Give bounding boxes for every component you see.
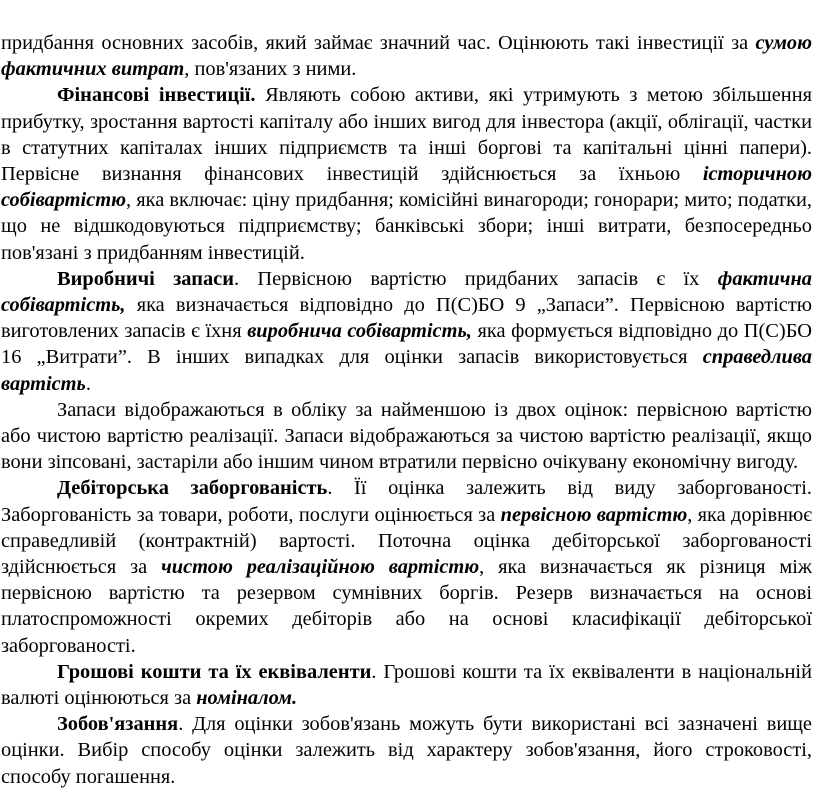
paragraph-continuation	[1, 30, 812, 82]
text-run: . Для оцінки зобов'язань можуть бути використані всі зазначені вище оцінки. Вибір способу оцінки залежить від характеру зобов'язання, його строковості, способу погашення.	[1, 713, 812, 788]
emphasis-actual-cost: фактична собівартість,	[1, 267, 812, 317]
text-run: .	[85, 372, 91, 395]
text-run: Запаси відображаються в обліку за найменшою із двох оцінок: первісною вартістю або чистою вартістю реалізації. Запаси відображаються за чистою вартістю реалізації, якщо вони зіпсовані, застаріли або іншим чином втратили первісно очікувану економічну вигоду.	[1, 398, 812, 474]
emphasis-actual-costs: сумою фактичних витрат	[1, 32, 812, 81]
text-run: яка формується відповідно до П(С)БО 16 „Витрати”. В інших випадках для оцінки запасів використовується	[1, 320, 812, 369]
emphasis-initial-cost: первісною вартістю	[500, 503, 688, 526]
text-run: Являють собою активи, які утримують з метою збільшення прибутку, зростання вартості капіталу або інших вигод для інвестора (акції, облігації, частки в статутних капіталах інших підприємств та інші боргові та капітальні цінні папери). Первісне визнання фінансових інвестицій здійснюється за їхньою	[1, 84, 812, 186]
term-receivables: Дебіторська заборгованість	[57, 477, 328, 500]
paragraph-inventory-valuation	[1, 397, 812, 476]
text-run: яка визначається відповідно до П(С)БО 9 „Запаси”. Первісною вартістю виготовлених запасів є їхня	[1, 294, 812, 343]
paragraph-receivables	[1, 475, 812, 658]
term-inventories: Виробничі запаси	[57, 267, 234, 290]
term-financial-investments: Фінансові інвестиції.	[57, 84, 256, 107]
text-run: придбання основних засобів, який займає значний час. Оцінюють такі інвестиції за	[1, 32, 756, 54]
emphasis-production-cost: виробнича собівартість,	[247, 320, 472, 343]
text-run: , яка визначається як різниця між первісною вартістю та резервом сумнівних боргів. Резерв визначається на основі платоспроможності окремих дебіторів або на основі класифікації дебіторської заборгованості.	[1, 556, 813, 657]
term-liabilities: Зобов'язання	[57, 713, 179, 736]
paragraph-liabilities	[1, 711, 812, 790]
text-run: . Її оцінка залежить від виду заборгованості. Заборгованість за товари, роботи, послуги оцінюється за	[1, 477, 812, 526]
emphasis-historical-cost: історичною собівартістю	[1, 163, 812, 212]
text-run: , яка дорівнює справедливій (контрактній) вартості. Поточна оцінка дебіторської заборгованості здійснюється за	[1, 503, 812, 579]
emphasis-net-realizable-value: чистою реалізаційною вартістю	[161, 556, 480, 579]
emphasis-fair-value: справедлива вартість	[1, 346, 812, 395]
text-run: , пов'язаних з ними.	[184, 58, 357, 81]
emphasis-nominal: номіналом.	[196, 687, 298, 710]
paragraph-inventories	[1, 266, 812, 397]
paragraph-cash	[1, 659, 812, 711]
paragraph-financial-investments	[1, 82, 812, 265]
text-run: . Грошові кошти та їх еквіваленти в національній валюті оцінюються за	[1, 660, 812, 710]
term-cash-equivalents: Грошові кошти та їх еквіваленти	[57, 660, 372, 683]
text-run: , яка включає: ціну придбання; комісійні винагороди; гонорари; мито; податки, що не відшкодовуються підприємству; банківські збори; інші витрати, безпосередньо пов'язані з придбанням інвестицій.	[1, 189, 812, 264]
text-run: . Первісною вартістю придбаних запасів є їх	[233, 267, 718, 290]
